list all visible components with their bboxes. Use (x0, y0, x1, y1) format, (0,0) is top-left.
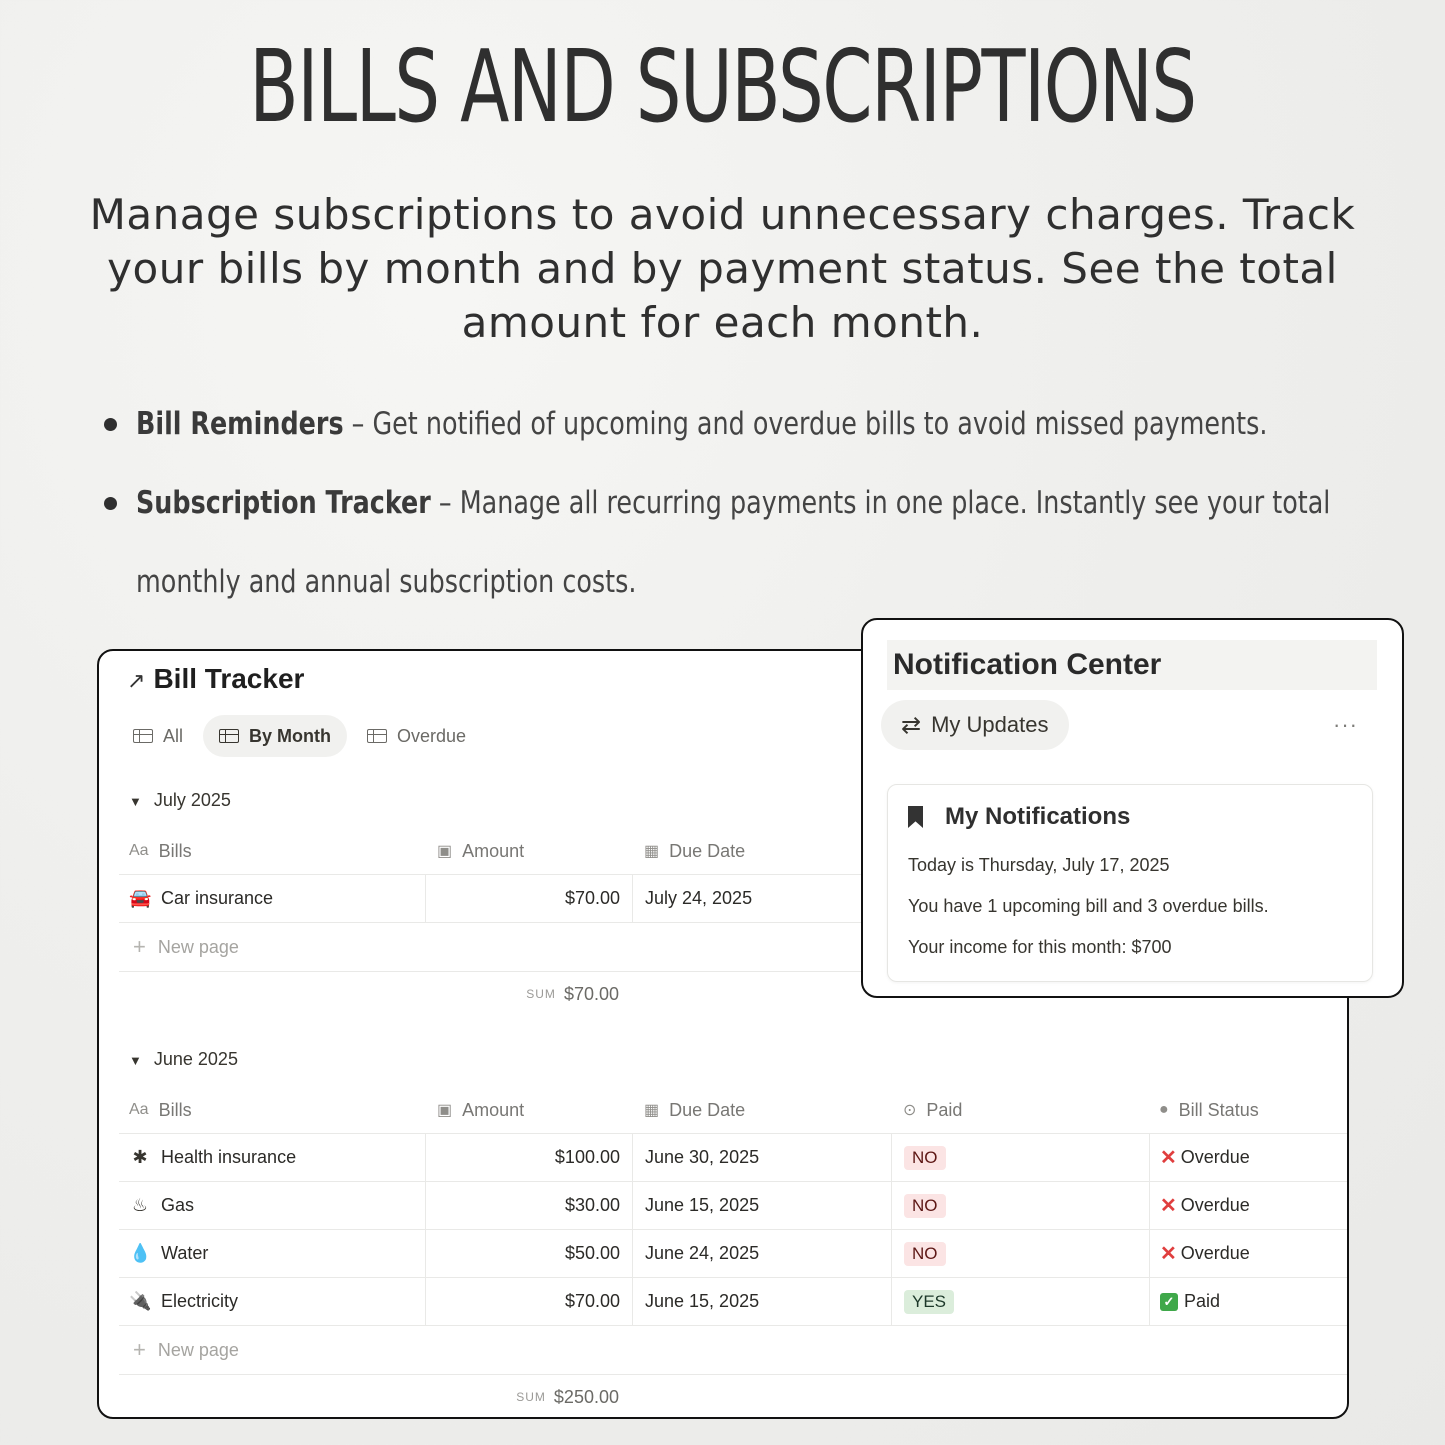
feature-desc: – Manage all recurring payments in one place. Instantly see your total monthly and annual subscription costs. (136, 485, 1331, 600)
notification-title: Notification Center (887, 640, 1377, 690)
bill-status: Overdue (1180, 1147, 1250, 1167)
plus-icon: + (133, 1337, 146, 1362)
header-bill-status[interactable] (1149, 1087, 1349, 1133)
notifications-callout (887, 784, 1373, 982)
group-name: June 2025 (153, 1049, 238, 1069)
page-title: BILLS AND SUBSCRIPTIONS (249, 28, 1196, 145)
paid-badge[interactable]: NO (904, 1194, 946, 1218)
calendar-icon: ▦ (644, 843, 660, 860)
group-toggle[interactable] (129, 790, 231, 811)
updates-label: My Updates (931, 712, 1049, 737)
banknote-icon: ▣ (437, 843, 453, 860)
header-bills[interactable] (119, 828, 425, 874)
sum-value: $70.00 (563, 983, 619, 1004)
header-label: Due Date (669, 840, 746, 861)
cross-mark-icon: ✕ (1160, 1147, 1177, 1169)
cross-mark-icon: ✕ (1160, 1243, 1177, 1265)
bill-amount: $70.00 (564, 888, 620, 908)
paid-badge[interactable]: NO (904, 1146, 946, 1170)
triangle-down-icon[interactable]: ▼ (129, 794, 142, 809)
bill-status: Paid (1184, 1291, 1221, 1311)
header-label: Amount (462, 840, 525, 861)
flame-icon: ♨ (131, 1195, 149, 1215)
cross-mark-icon: ✕ (1160, 1195, 1177, 1217)
paid-badge[interactable]: NO (904, 1242, 946, 1266)
table-row[interactable] (119, 1230, 1349, 1278)
feature-title: Bill Reminders (136, 406, 344, 442)
bill-amount: $70.00 (564, 1291, 620, 1311)
notifications-heading (908, 803, 1130, 831)
paid-badge[interactable]: YES (904, 1290, 954, 1314)
asterisk-icon: ✱ (132, 1147, 148, 1167)
calendar-icon: ▦ (644, 1102, 660, 1119)
table-row[interactable] (119, 1278, 1349, 1326)
bill-due-date: June 30, 2025 (645, 1147, 760, 1167)
sum-label: SUM (516, 1390, 546, 1404)
bookmark-icon (908, 806, 923, 828)
text-property-icon: Aa (129, 1101, 149, 1118)
bullet-icon (104, 497, 117, 510)
check-mark-icon: ✓ (1160, 1293, 1178, 1311)
tracker-title-text: Bill Tracker (153, 663, 305, 694)
banknote-icon: ▣ (437, 1102, 453, 1119)
feature-desc: – Get notified of upcoming and overdue bills to avoid missed payments. (343, 406, 1268, 442)
bill-amount: $50.00 (564, 1243, 620, 1263)
table-icon (133, 729, 153, 743)
droplet-icon: 💧 (129, 1243, 152, 1263)
more-options-icon[interactable]: ··· (1333, 712, 1358, 737)
bill-due-date: July 24, 2025 (645, 888, 753, 908)
bill-amount: $100.00 (554, 1147, 620, 1167)
new-page-label: New page (157, 936, 239, 957)
tab-by-month[interactable] (203, 715, 347, 757)
group-name: July 2025 (153, 790, 231, 810)
my-updates-button[interactable] (881, 700, 1069, 750)
sum-value: $250.00 (553, 1386, 619, 1407)
feature-item (104, 464, 1364, 622)
sum-cell (119, 972, 619, 1016)
tab-label: By Month (249, 725, 331, 746)
header-bills[interactable] (119, 1087, 425, 1133)
view-tabs (121, 715, 478, 757)
car-icon: 🚘 (129, 888, 152, 908)
bill-amount: $30.00 (564, 1195, 620, 1215)
notification-center-card (861, 618, 1404, 998)
table-icon (219, 729, 239, 743)
header-label: Due Date (669, 1099, 746, 1120)
bill-name: Car insurance (161, 888, 274, 908)
notifications-heading-text: My Notifications (945, 803, 1131, 830)
feature-item (104, 385, 1364, 464)
tracker-title[interactable] (127, 663, 304, 695)
sum-cell (119, 1375, 619, 1419)
bill-status: Overdue (1180, 1243, 1250, 1263)
bill-due-date: June 15, 2025 (645, 1291, 760, 1311)
bill-name: Gas (161, 1195, 195, 1215)
table-row[interactable] (119, 1182, 1349, 1230)
header-label: Amount (462, 1099, 525, 1120)
new-page-label: New page (157, 1339, 239, 1360)
text-property-icon: Aa (129, 842, 149, 859)
header-amount[interactable] (425, 828, 632, 874)
tab-all[interactable] (121, 715, 195, 757)
bill-status: Overdue (1180, 1195, 1250, 1215)
header-label: Bills (158, 840, 192, 861)
table-icon (367, 729, 387, 743)
header-due-date[interactable] (632, 1087, 891, 1133)
notification-line: You have 1 upcoming bill and 3 overdue bills. (908, 896, 1269, 916)
header-amount[interactable] (425, 1087, 632, 1133)
table-header (119, 1087, 1349, 1134)
bill-due-date: June 24, 2025 (645, 1243, 760, 1263)
header-label: Bill Status (1178, 1099, 1259, 1120)
page-subtitle: Manage subscriptions to avoid unnecessary charges. Track your bills by month and by payment status. See the total amount for each month. (89, 190, 1356, 347)
sum-label: SUM (526, 987, 556, 1001)
bullet-icon (104, 418, 117, 431)
header-due-date[interactable] (632, 828, 891, 874)
table-row[interactable] (119, 1134, 1349, 1182)
feature-list (104, 385, 1364, 622)
bill-due-date: June 15, 2025 (645, 1195, 760, 1215)
feature-title: Subscription Tracker (136, 485, 431, 521)
alert-icon: ● (1159, 1101, 1169, 1118)
notification-line: Your income for this month: $700 (908, 937, 1172, 957)
notification-line: Today is Thursday, July 17, 2025 (908, 855, 1170, 875)
bill-name: Electricity (161, 1291, 239, 1311)
header-paid[interactable] (891, 1087, 1149, 1133)
bill-name: Water (161, 1243, 209, 1263)
triangle-down-icon[interactable]: ▼ (129, 1053, 142, 1068)
header-label: Bills (158, 1099, 192, 1120)
sync-icon: ⇄ (901, 711, 922, 739)
header-label: Paid (926, 1099, 963, 1120)
group-toggle[interactable] (129, 1049, 238, 1070)
select-icon: ⊙ (903, 1102, 917, 1119)
plug-icon: 🔌 (129, 1291, 152, 1311)
plus-icon: + (133, 934, 146, 959)
open-link-icon[interactable]: ↗ (127, 668, 146, 693)
group-table (119, 1087, 1349, 1419)
new-page-button[interactable] (119, 1326, 1349, 1375)
tab-label: All (163, 725, 184, 746)
tab-overdue[interactable] (355, 715, 478, 757)
tab-label: Overdue (397, 725, 467, 746)
bill-name: Health insurance (161, 1147, 297, 1167)
